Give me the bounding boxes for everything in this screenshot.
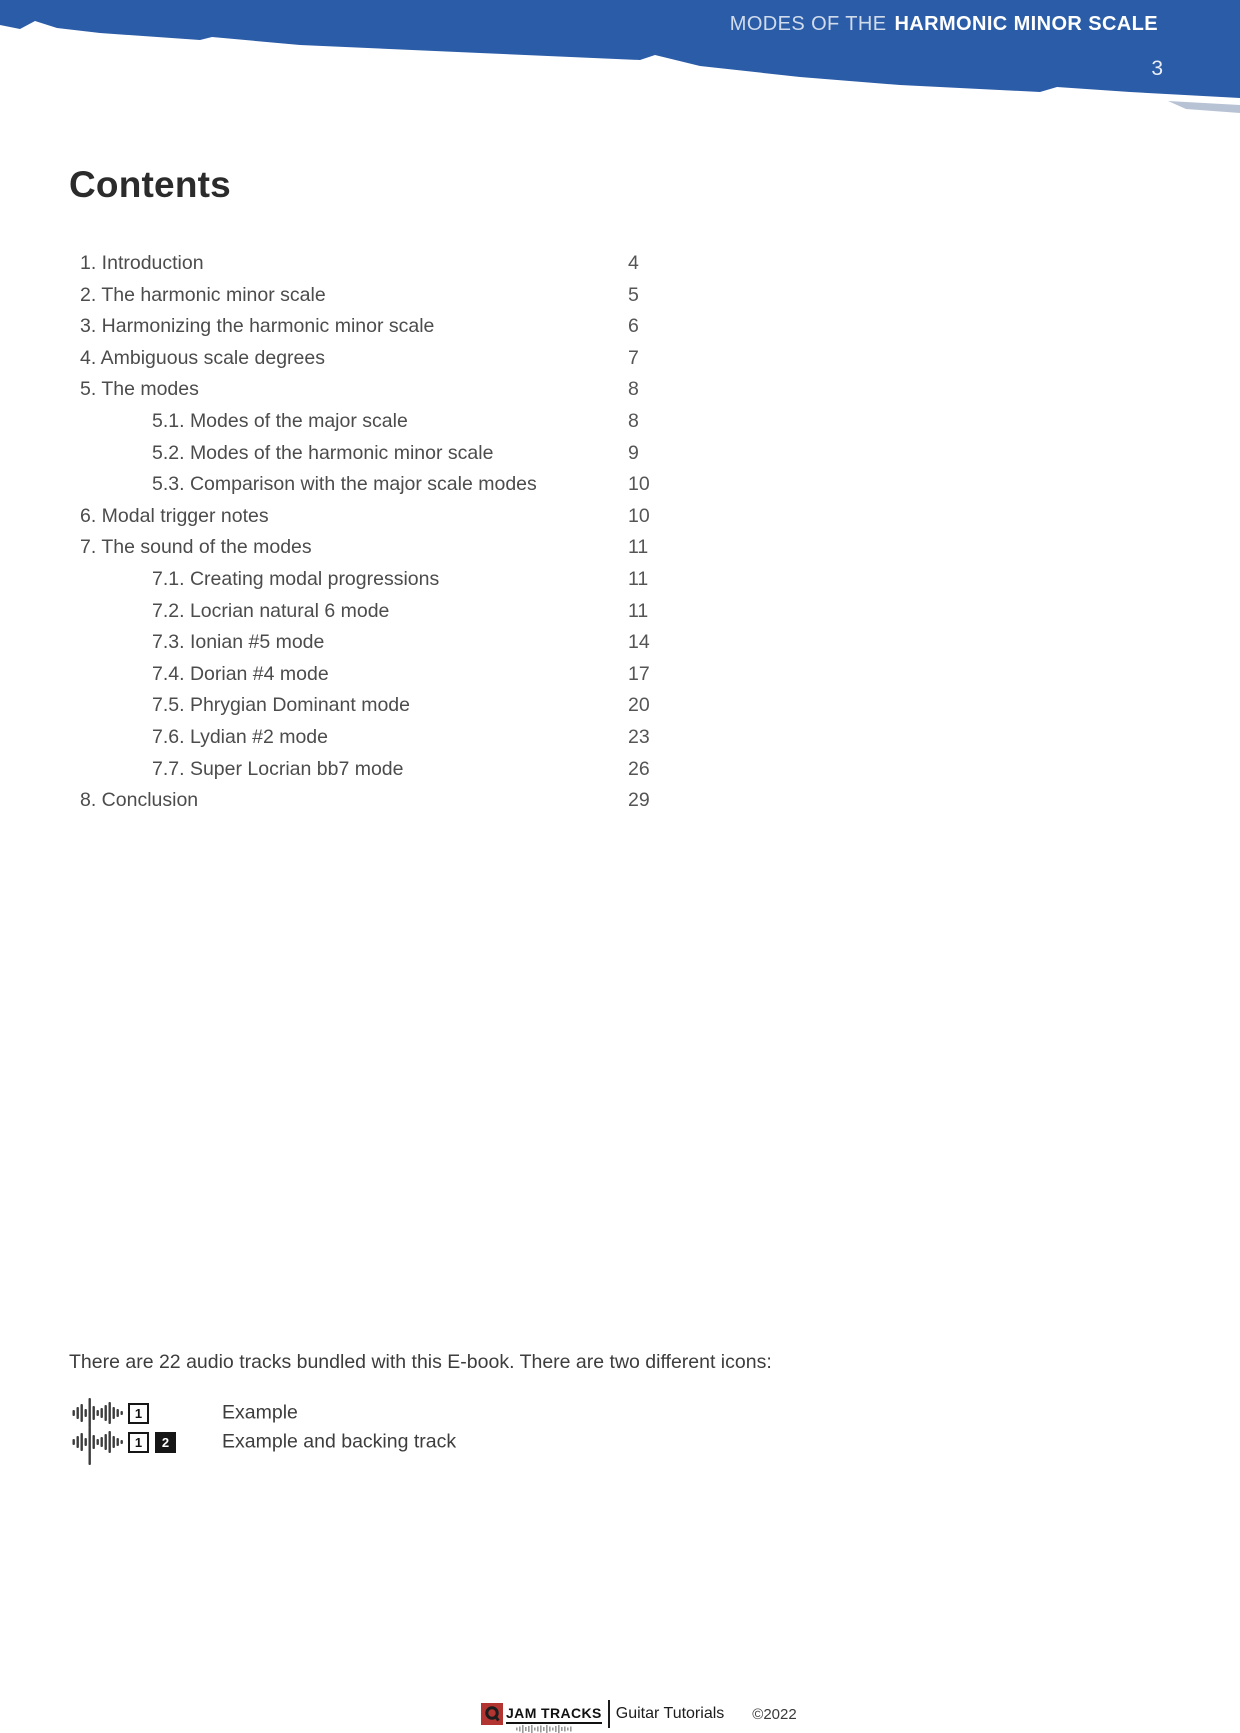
toc-entry-label: 2. The harmonic minor scale [80, 283, 326, 306]
toc-entry[interactable] [80, 532, 720, 564]
toc-entry[interactable] [80, 280, 720, 312]
audio-legend-row [72, 1401, 298, 1425]
toc-entry-page: 23 [628, 725, 650, 748]
footer-divider [608, 1700, 610, 1728]
toc-entry[interactable] [80, 754, 720, 786]
legend-label: Example [222, 1401, 298, 1424]
document-title-light: MODES OF THE [729, 13, 887, 35]
toc-entry-page: 29 [628, 789, 650, 812]
contents-heading: Contents [69, 164, 231, 205]
toc-entry-label: 7.6. Lydian #2 mode [152, 725, 328, 748]
toc-entry-page: 20 [628, 694, 650, 717]
toc-entry-label: 4. Ambiguous scale degrees [80, 346, 325, 369]
toc-entry-label: 5.3. Comparison with the major scale modes [152, 473, 537, 496]
toc-entry[interactable] [80, 343, 720, 375]
toc-entry-page: 14 [628, 631, 650, 654]
toc-entry-label: 7.5. Phrygian Dominant mode [152, 694, 410, 717]
toc-entry-label: 5.1. Modes of the major scale [152, 409, 408, 432]
toc-entry-page: 11 [628, 599, 649, 622]
footer-tagline: Guitar Tutorials [615, 1705, 725, 1722]
toc-entry[interactable] [80, 596, 720, 628]
toc-entry-label: 1. Introduction [80, 252, 204, 274]
toc-entry-page: 10 [628, 473, 650, 496]
jamtracks-logo-icon [481, 1703, 503, 1725]
toc-entry-label: 6. Modal trigger notes [80, 504, 269, 527]
toc-entry[interactable] [80, 248, 720, 280]
toc-entry-label: 7.7. Super Locrian bb7 mode [152, 757, 404, 780]
toc-entry[interactable] [80, 311, 720, 343]
toc-entry-label: 7.2. Locrian natural 6 mode [152, 599, 390, 622]
footer-copyright: ©2022 [752, 1705, 797, 1723]
toc-entry[interactable] [80, 469, 720, 501]
toc-entry-page: 26 [628, 757, 650, 780]
toc-entry-label: 7.1. Creating modal progressions [152, 567, 440, 590]
toc-entry-page: 8 [628, 409, 639, 432]
legend-label: Example and backing track [222, 1430, 457, 1453]
page-number: 3 [1151, 57, 1163, 80]
brand-wordmark: JAM TRACKS [506, 1705, 602, 1724]
backing-track-badge: 2 [155, 1432, 176, 1453]
toc-entry-label: 5.2. Modes of the harmonic minor scale [152, 441, 494, 464]
toc-entry[interactable] [80, 374, 720, 406]
waveform-icon [72, 1428, 124, 1456]
audio-legend-row [72, 1430, 457, 1454]
toc-entry[interactable] [80, 406, 720, 438]
toc-entry-page: 4 [628, 252, 639, 274]
track-number-badge: 1 [128, 1432, 149, 1453]
toc-entry-page: 10 [628, 504, 650, 527]
toc-entry-label: 8. Conclusion [80, 789, 199, 812]
toc-entry-label: 5. The modes [80, 378, 199, 401]
document-title-bold: HARMONIC MINOR SCALE [894, 13, 1158, 35]
toc-entry-page: 11 [628, 536, 649, 559]
brand-waveform-icon [516, 1725, 574, 1733]
toc-entry[interactable] [80, 501, 720, 533]
toc-entry-label: 7. The sound of the modes [80, 536, 312, 559]
toc-entry-page: 8 [628, 378, 639, 401]
toc-entry-label: 7.4. Dorian #4 mode [152, 662, 329, 685]
toc-entry-page: 17 [628, 662, 650, 685]
audio-tracks-note: There are 22 audio tracks bundled with this E-book. There are two different icons: [69, 1351, 772, 1373]
footer [481, 1701, 797, 1727]
toc-entry-label: 3. Harmonizing the harmonic minor scale [80, 315, 435, 338]
toc-entry-page: 7 [628, 346, 639, 369]
toc-entry-page: 5 [628, 283, 639, 306]
toc-entry[interactable] [80, 438, 720, 470]
toc-entry[interactable] [80, 690, 720, 722]
toc-entry[interactable] [80, 722, 720, 754]
toc-entry[interactable] [80, 785, 720, 817]
toc-entry[interactable] [80, 564, 720, 596]
toc-entry[interactable] [80, 627, 720, 659]
track-number-badge: 1 [128, 1403, 149, 1424]
document-title [730, 13, 1158, 36]
table-of-contents [80, 248, 720, 817]
waveform-icon [72, 1399, 124, 1427]
toc-entry[interactable] [80, 659, 720, 691]
toc-entry-page: 6 [628, 315, 639, 338]
toc-entry-label: 7.3. Ionian #5 mode [152, 631, 325, 654]
brand-wordmark-wrap [506, 1705, 602, 1723]
toc-entry-page: 11 [628, 567, 649, 590]
toc-entry-page: 9 [628, 441, 639, 464]
